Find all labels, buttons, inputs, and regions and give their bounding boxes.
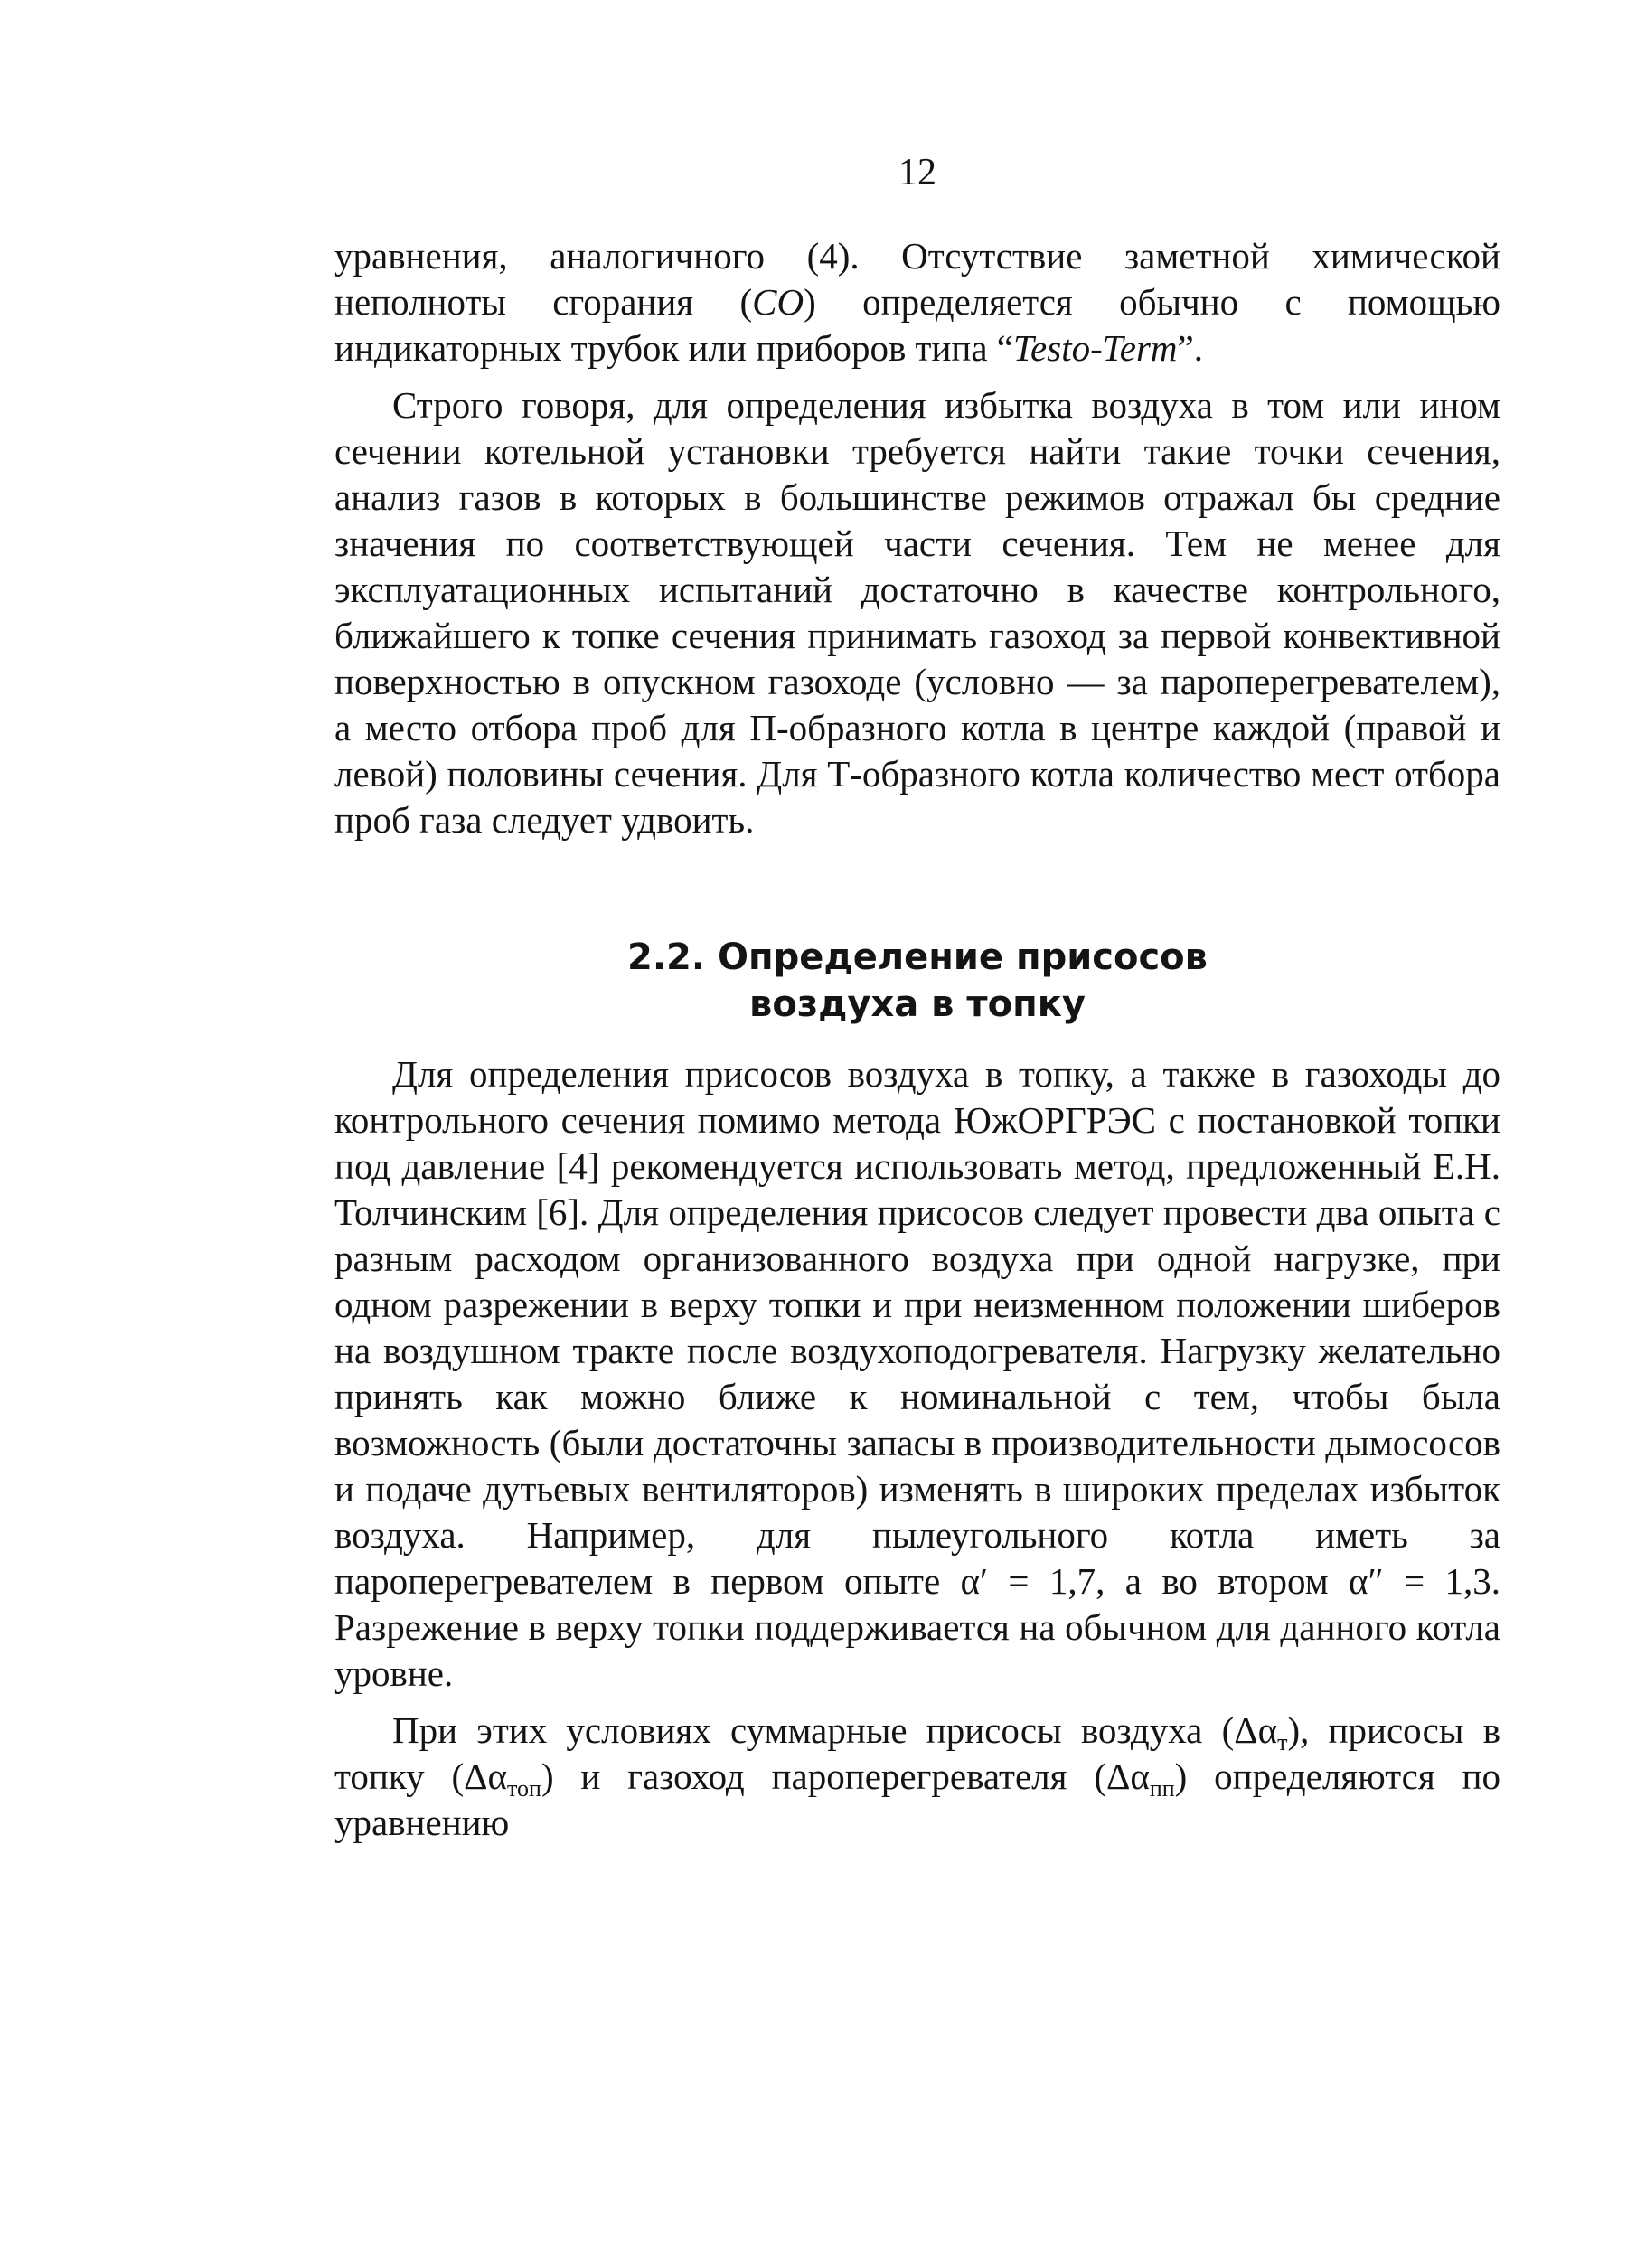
para1-text-start: уравнения, аналогичного (4). Отсутствие заметной химической неполноты сгорания ( (334, 235, 1500, 323)
document-page (334, 154, 1500, 1846)
device-name: Testo-Term (1013, 327, 1178, 369)
para1-text-end: ”. (1177, 327, 1203, 369)
page-number: 12 (898, 152, 936, 193)
para1-text-middle: ) определяется обычно с помощью индикаторных трубок или приборов типа “ (334, 281, 1500, 369)
section-heading-line2: воздуха в топку (749, 983, 1086, 1025)
paragraph-conditions (334, 1708, 1500, 1846)
section-heading (334, 934, 1500, 1028)
para4-text-4: ) определяются по уравнению (334, 1755, 1500, 1843)
paragraph-continuation (334, 233, 1500, 372)
para4-text-1: При этих условиях суммарные присосы воздуха (Δα (392, 1709, 1278, 1751)
paragraph-strictly-speaking: Строго говоря, для определения избытка воздуха в том или ином сечении котельной установки требуется найти такие точки сечения, анализ газов в которых в большинстве режимов отражал бы средние значения по соответствующей части сечения. Тем не менее для эксплуатационных испытаний достаточно в качестве контрольного, ближайшего к топке сечения принимать газоход за первой конвективной поверхностью в опускном газоходе (условно — за пароперегревателем), а место отбора проб для П-образного котла в центре каждой (правой и левой) половины сечения. Для Т-образного котла количество мест отбора проб газа следует удвоить. (334, 384, 1500, 841)
subscript-pp: пп (1149, 1775, 1175, 1802)
co-formula: СО (752, 281, 804, 323)
para4-text-3: ) и газоход пароперегревателя (Δα (541, 1755, 1150, 1797)
para4-text-2: ), присосы в топку (Δα (334, 1709, 1500, 1797)
section-heading-line1: 2.2. Определение присосов (627, 936, 1208, 978)
subscript-t: т (1277, 1729, 1288, 1755)
paragraph-method: Для определения присосов воздуха в топку, а также в газоходы до контрольного сечения помимо метода ЮжОРГРЭС с постановкой топки под давление [4] рекомендуется использовать метод, предложенный Е.Н. Толчинским [6]. Для определения присосов следует провести два опыта с разным расходом организованного воздуха при одной нагрузке, при одном разрежении в верху топки и при неизменном положении шиберов на воздушном тракте после воздухоподогревателя. Нагрузку желательно принять как можно ближе к номинальной с тем, чтобы была возможность (были достаточны запасы в производительности дымососов и подаче дутьевых вентиляторов) изменять в широких пределах избыток воздуха. Например, для пылеугольного котла иметь за пароперегревателем в первом опыте α′ = 1,7, а во втором α″ = 1,3. Разрежение в верху топки поддерживается на обычном для данного котла уровне. (334, 1053, 1500, 1694)
subscript-top: топ (507, 1775, 541, 1802)
